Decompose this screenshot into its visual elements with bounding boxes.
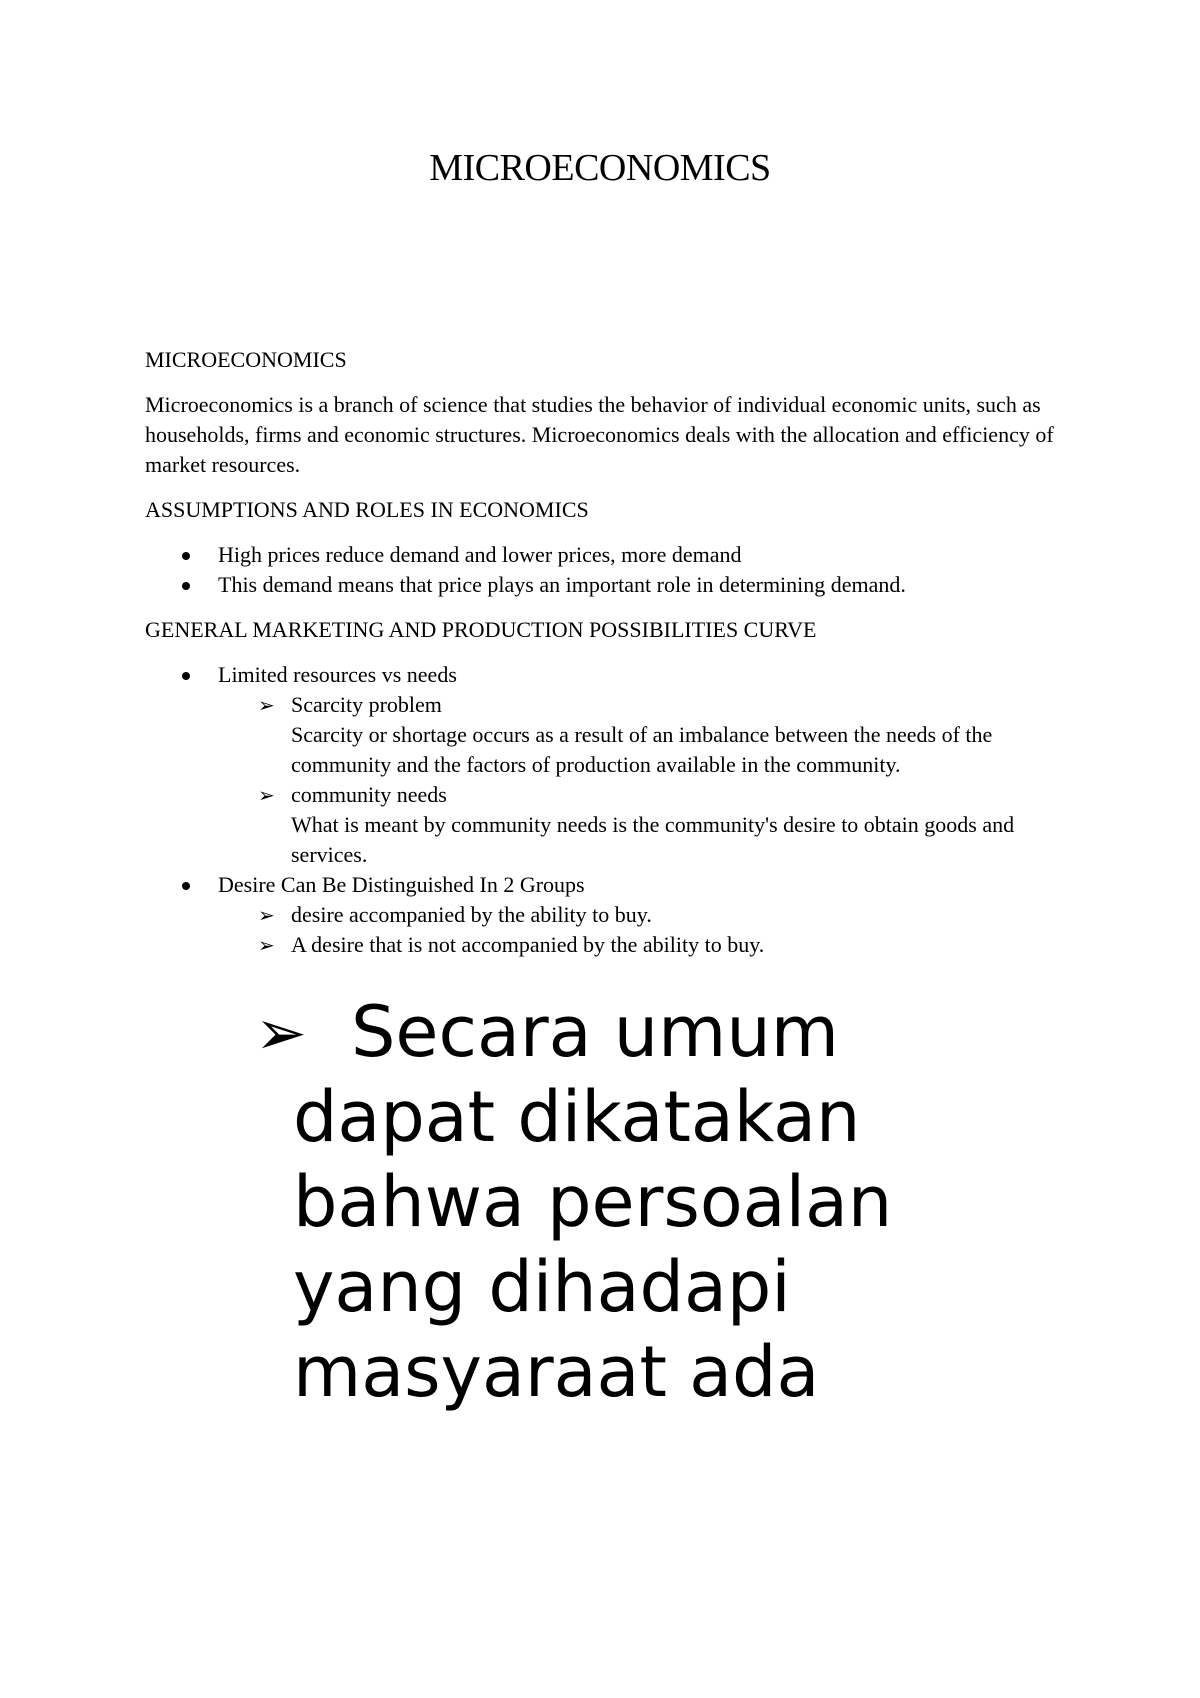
general-list: [145, 660, 1075, 960]
list-item: [145, 570, 1075, 600]
section-heading: MICROECONOMICS: [145, 347, 347, 372]
list-item: [145, 660, 1075, 690]
list-item-text: This demand means that price plays an important role in determining demand.: [218, 572, 906, 597]
bullet-dot-icon: [182, 672, 190, 680]
bullet-dot-icon: [182, 582, 190, 590]
sublist-item-title: community needs: [291, 782, 447, 807]
bullet-dot-icon: [182, 882, 190, 890]
sublist-container: [145, 900, 1075, 960]
assumptions-list: [145, 540, 1075, 600]
large-text-line: dapat dikatakan: [293, 1076, 861, 1158]
list-item-text: Limited resources vs needs: [218, 662, 457, 687]
sublist-item-desc: Scarcity or shortage occurs as a result of an imbalance between the needs of the community and the factors of production available in the community.: [291, 722, 993, 777]
large-text-line: Secara umum: [351, 991, 839, 1073]
list-item: [145, 870, 1075, 900]
page-title: MICROECONOMICS: [429, 147, 771, 189]
sublist-container: [145, 690, 1075, 870]
list-item: [145, 540, 1075, 570]
general-heading: GENERAL MARKETING AND PRODUCTION POSSIBILITIES CURVE: [145, 617, 817, 642]
sublist-item: [145, 780, 1075, 870]
sublist-item: [145, 930, 1075, 960]
arrowhead-bullet-icon: ➢: [258, 783, 275, 807]
sublist-item-title: Scarcity problem: [291, 692, 442, 717]
sublist-item: [145, 900, 1075, 930]
arrowhead-bullet-icon: ➢: [258, 933, 275, 957]
large-text-content: [255, 990, 1055, 1415]
arrowhead-bullet-icon: ➢: [255, 996, 307, 1069]
sublist: [145, 900, 1075, 960]
large-text-line: bahwa persoalan: [293, 1161, 893, 1243]
list-item-text: High prices reduce demand and lower prices, more demand: [218, 542, 742, 567]
large-text-line: masyaraat ada: [293, 1331, 820, 1413]
document-body: [145, 345, 1075, 960]
sublist: [145, 690, 1075, 870]
arrowhead-bullet-icon: ➢: [258, 903, 275, 927]
sublist-item: [145, 690, 1075, 780]
assumptions-heading: ASSUMPTIONS AND ROLES IN ECONOMICS: [145, 497, 589, 522]
sublist-item-desc: What is meant by community needs is the community's desire to obtain goods and services.: [291, 812, 1015, 867]
arrowhead-bullet-icon: ➢: [258, 693, 275, 717]
list-item-text: Desire Can Be Distinguished In 2 Groups: [218, 872, 585, 897]
bullet-dot-icon: [182, 552, 190, 560]
large-text-block: [255, 990, 1055, 1415]
intro-paragraph: Microeconomics is a branch of science that studies the behavior of individual economic units, such as households, firms and economic structures. Microeconomics deals with the allocation and efficiency of market resources.: [145, 392, 1054, 477]
sublist-item-text: desire accompanied by the ability to buy.: [291, 902, 652, 927]
sublist-item-text: A desire that is not accompanied by the ability to buy.: [291, 932, 765, 957]
large-text-line: yang dihadapi: [293, 1246, 791, 1328]
